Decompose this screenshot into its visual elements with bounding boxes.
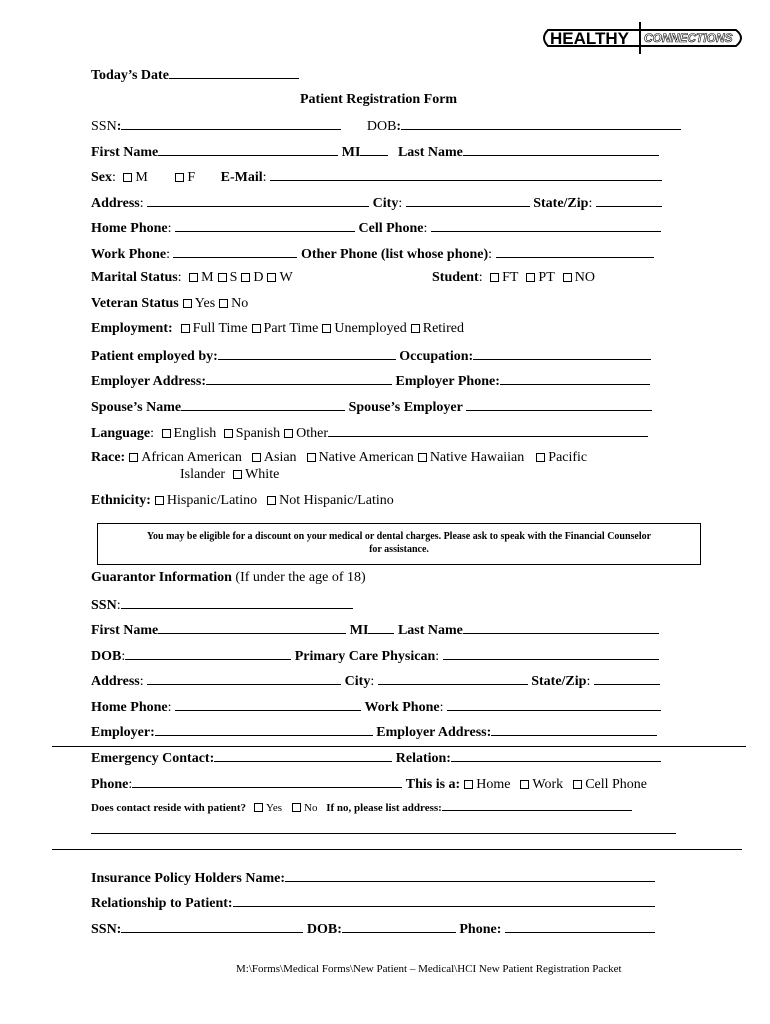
marital-s-checkbox (218, 273, 227, 282)
emergency-phone-row[interactable]: Phone: This is a: Home Work Cell Phone (91, 777, 648, 792)
emergency-work-checkbox (520, 780, 529, 789)
marital-row[interactable]: Marital Status: M S D W (91, 270, 293, 285)
guarantor-dob-row[interactable]: DOB: Primary Care Physican: (91, 647, 659, 665)
logo-text-healthy: HEALTHY (550, 29, 630, 48)
work-phone-row[interactable]: Work Phone: Other Phone (list whose phone): (91, 245, 654, 263)
language-row[interactable]: Language: English Spanish Other (91, 424, 648, 442)
race-row-2[interactable]: Islander White (180, 467, 280, 482)
unemployed-checkbox (322, 324, 331, 333)
guarantor-ssn-row[interactable]: SSN: (91, 596, 353, 614)
name-row[interactable]: First Name MI Last Name (91, 143, 659, 161)
insurance-holder-row[interactable]: Insurance Policy Holders Name: (91, 869, 655, 887)
student-pt-checkbox (526, 273, 535, 282)
pacific-islander-checkbox (536, 453, 545, 462)
spouse-row[interactable]: Spouse’s Name Spouse’s Employer (91, 398, 652, 416)
sex-email-row[interactable]: Sex: M F E-Mail: (91, 168, 662, 186)
sex-f-checkbox (175, 173, 184, 182)
veteran-yes-checkbox (183, 299, 192, 308)
full-time-checkbox (181, 324, 190, 333)
section-divider-2 (52, 849, 742, 850)
student-row[interactable]: Student: FT PT NO (432, 270, 595, 285)
todays-date-field[interactable]: Today’s Date (91, 66, 299, 84)
guarantor-address-row[interactable]: Address: City: State/Zip: (91, 672, 660, 690)
relationship-row[interactable]: Relationship to Patient: (91, 894, 655, 912)
reside-yes-checkbox (254, 803, 263, 812)
address-continuation-line[interactable] (91, 833, 676, 834)
emergency-cell-checkbox (573, 780, 582, 789)
guarantor-employer-row[interactable]: Employer: Employer Address: (91, 723, 657, 741)
african-american-checkbox (129, 453, 138, 462)
english-checkbox (162, 429, 171, 438)
race-row[interactable]: Race: African American Asian Native American Native Hawaiian Pacific (91, 450, 588, 465)
not-hispanic-checkbox (267, 496, 276, 505)
spanish-checkbox (224, 429, 233, 438)
student-no-checkbox (563, 273, 572, 282)
marital-w-checkbox (267, 273, 276, 282)
part-time-checkbox (252, 324, 261, 333)
student-ft-checkbox (490, 273, 499, 282)
logo-text-connections: CONNECTIONS (644, 31, 733, 45)
guarantor-heading: Guarantor Information (If under the age of 18) (91, 570, 366, 585)
phone-row[interactable]: Home Phone: Cell Phone: (91, 219, 661, 237)
reside-no-checkbox (292, 803, 301, 812)
native-hawaiian-checkbox (418, 453, 427, 462)
employed-by-row[interactable]: Patient employed by: Occupation: (91, 347, 651, 365)
emergency-home-checkbox (464, 780, 473, 789)
veteran-row[interactable]: Veteran Status Yes No (91, 296, 249, 311)
reside-row[interactable]: Does contact reside with patient? Yes No If no, please list address: (91, 800, 632, 816)
healthy-connections-logo (536, 20, 748, 61)
other-language-checkbox (284, 429, 293, 438)
employer-address-row[interactable]: Employer Address: Employer Phone: (91, 372, 650, 390)
ethnicity-row[interactable]: Ethnicity: Hispanic/Latino Not Hispanic/Latino (91, 493, 394, 508)
address-row[interactable]: Address: City: State/Zip: (91, 194, 662, 212)
ssn-dob-row[interactable]: SSN: DOB: (91, 117, 681, 135)
marital-m-checkbox (189, 273, 198, 282)
section-divider (52, 746, 746, 747)
sex-m-checkbox (123, 173, 132, 182)
asian-checkbox (252, 453, 261, 462)
native-american-checkbox (307, 453, 316, 462)
footer-path: M:\Forms\Medical Forms\New Patient – Medical\HCI New Patient Registration Packet (236, 963, 622, 975)
employment-row[interactable]: Employment: Full Time Part Time Unemployed Retired (91, 321, 464, 336)
marital-d-checkbox (241, 273, 250, 282)
discount-notice: You may be eligible for a discount on your medical or dental charges. Please ask to speak with the Financial Counselor for assistance. (97, 523, 701, 565)
white-checkbox (233, 470, 242, 479)
guarantor-phone-row[interactable]: Home Phone: Work Phone: (91, 698, 661, 716)
veteran-no-checkbox (219, 299, 228, 308)
insurance-ssn-row[interactable]: SSN: DOB: Phone: (91, 920, 655, 938)
emergency-contact-row[interactable]: Emergency Contact: Relation: (91, 749, 661, 767)
hispanic-checkbox (155, 496, 164, 505)
guarantor-name-row[interactable]: First Name MI Last Name (91, 621, 659, 639)
retired-checkbox (411, 324, 420, 333)
page-title: Patient Registration Form (300, 92, 458, 107)
